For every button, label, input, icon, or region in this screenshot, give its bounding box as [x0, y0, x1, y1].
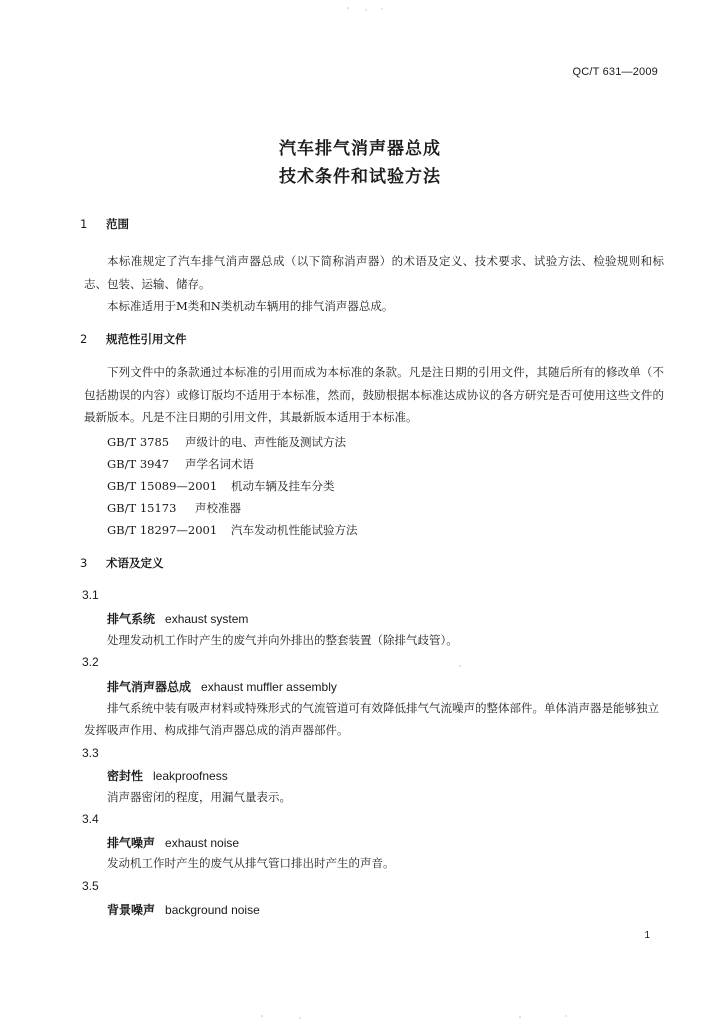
term-zh: 排气噪声 [107, 836, 156, 850]
term-definition: 发动机工作时产生的废气从排气管口排出时产生的声音。 [107, 856, 395, 870]
term-en: background noise [165, 903, 260, 917]
reference-code: GB/T 15089—2001 [107, 479, 218, 493]
reference-title: 声级计的电、声性能及测试方法 [185, 435, 346, 449]
reference-title: 声校准器 [195, 501, 241, 515]
clause-number: 3.3 [82, 746, 99, 760]
scope-paragraph-2: 本标准适用于M类和N类机动车辆用的排气消声器总成。 [107, 299, 394, 313]
term-definition: 消声器密闭的程度，用漏气量表示。 [107, 790, 291, 804]
clause-number: 3.5 [82, 879, 99, 893]
reference-item [107, 456, 254, 472]
term-entry [107, 767, 228, 784]
term-en: leakproofness [153, 769, 228, 783]
reference-title: 汽车发动机性能试验方法 [231, 523, 358, 537]
term-zh: 背景噪声 [107, 903, 156, 917]
section-title: 规范性引用文件 [106, 332, 187, 346]
term-entry [107, 901, 260, 918]
reference-code: GB/T 15173 [107, 501, 177, 515]
term-definition: 处理发动机工作时产生的废气并向外排出的整套装置（除排气歧管）。 [107, 633, 458, 647]
clause-number: 3.4 [82, 812, 99, 826]
section-number: 2 [80, 332, 88, 346]
section-number: 1 [80, 217, 88, 231]
term-definition: 排气系统中装有吸声材料或特殊形式的气流管道可有效降低排气气流噪声的整体部件。单体消声器是能够独立发挥吸声作用、构成排气消声器总成的消声器部件。 [84, 701, 659, 737]
term-zh: 排气消声器总成 [107, 680, 192, 694]
section-3-heading [80, 555, 164, 571]
reference-title: 机动车辆及挂车分类 [231, 479, 335, 493]
reference-code: GB/T 3947 [107, 457, 170, 471]
section-number: 3 [80, 556, 88, 570]
section-title: 术语及定义 [106, 556, 164, 570]
term-en: exhaust system [165, 612, 249, 626]
reference-item [107, 478, 335, 494]
scope-paragraph-1: 本标准规定了汽车排气消声器总成（以下简称消声器）的术语及定义、技术要求、试验方法、检验规则和标志、包装、运输、储存。 [84, 254, 664, 291]
reference-code: GB/T 18297—2001 [107, 523, 218, 537]
section-2-heading [80, 331, 187, 347]
term-en: exhaust noise [165, 836, 240, 850]
term-en: exhaust muffler assembly [201, 680, 337, 694]
term-entry [107, 834, 239, 851]
reference-item [107, 522, 358, 538]
term-entry [107, 678, 337, 695]
clause-number: 3.2 [82, 655, 99, 669]
normative-intro: 下列文件中的条款通过本标准的引用而成为本标准的条款。凡是注日期的引用文件，其随后所有的修改单（不包括勘误的内容）或修订版均不适用于本标准，然而，鼓励根据本标准达成协议的各方研究是否可使用这些文件的最新版本。凡是不注日期的引用文件，其最新版本适用于本标准。 [84, 365, 664, 424]
term-zh: 密封性 [107, 769, 144, 783]
term-zh: 排气系统 [107, 612, 156, 626]
section-title: 范围 [106, 217, 129, 231]
section-1-heading [80, 216, 129, 232]
reference-item [107, 434, 346, 450]
standard-code: QC/T 631—2009 [572, 66, 658, 78]
reference-item [107, 500, 241, 516]
term-entry [107, 610, 248, 627]
document-title-line1: 汽车排气消声器总成 [279, 139, 441, 159]
document-title-line2: 技术条件和试验方法 [279, 167, 441, 187]
clause-number: 3.1 [82, 588, 99, 602]
reference-title: 声学名词术语 [185, 457, 254, 471]
page-number: 1 [644, 930, 650, 941]
reference-code: GB/T 3785 [107, 435, 170, 449]
